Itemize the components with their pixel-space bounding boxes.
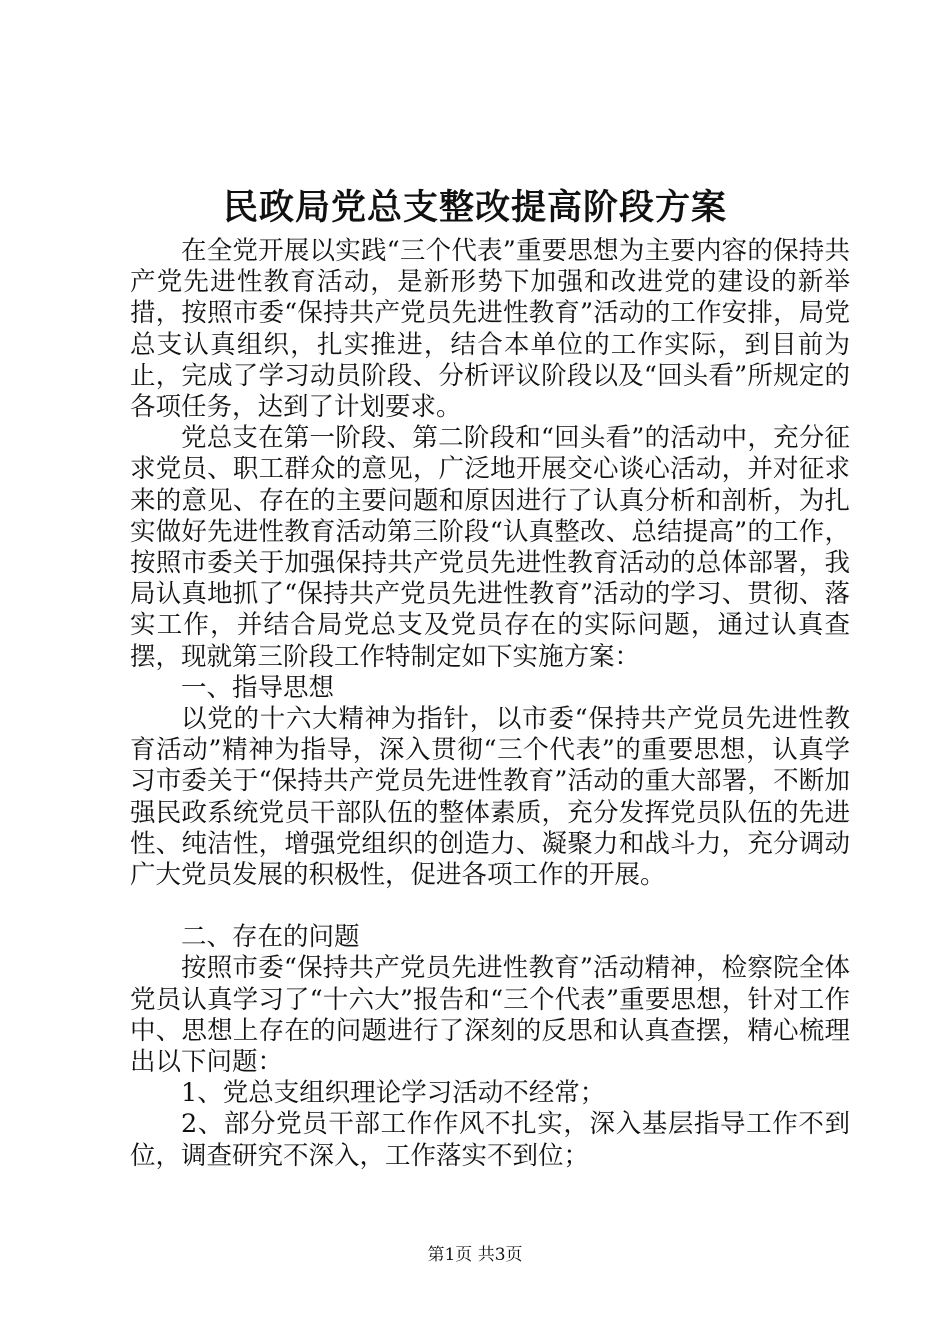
document-title: 民政局党总支整改提高阶段方案 — [222, 187, 727, 228]
section-heading-existing-problems: 二、存在的问题 — [181, 922, 360, 953]
page-number-footer: 第1页 共3页 — [427, 1245, 523, 1265]
problem-list-item-1: 1、党总支组织理论学习活动不经常； — [181, 1078, 606, 1109]
blank-line — [130, 891, 850, 922]
intro-paragraph-1: 在全党开展以实践“三个代表”重要思想为主要内容的保持共产党先进性教育活动，是新形势下加强和改进党的建设的新举措，按照市委“保持共产党员先进性教育”活动的工作安排，局党总支认真组织，扎实推进，结合本单位的工作实际，到目前为止，完成了学习动员阶段、分析评议阶段以及“回头看”所规定的各项任务，达到了计划要求。 — [130, 236, 850, 423]
section-paragraph-existing-problems: 按照市委“保持共产党员先进性教育”活动精神，检察院全体党员认真学习了“十六大”报告和“三个代表”重要思想，针对工作中、思想上存在的问题进行了深刻的反思和认真查摆，精心梳理出以下问题： — [130, 953, 850, 1078]
problem-list-item-2: 2、部分党员干部工作作风不扎实，深入基层指导工作不到位，调查研究不深入，工作落实不到位； — [130, 1109, 850, 1171]
document-body — [130, 236, 850, 1172]
intro-paragraph-2: 党总支在第一阶段、第二阶段和“回头看”的活动中，充分征求党员、职工群众的意见，广泛地开展交心谈心活动，并对征求来的意见、存在的主要问题和原因进行了认真分析和剖析，为扎实做好先进性教育活动第三阶段“认真整改、总结提高”的工作，按照市委关于加强保持共产党员先进性教育活动的总体部署，我局认真地抓了“保持共产党员先进性教育”活动的学习、贯彻、落实工作，并结合局党总支及党员存在的实际问题，通过认真查摆，现就第三阶段工作特制定如下实施方案： — [130, 423, 850, 672]
section-paragraph-guiding-ideology: 以党的十六大精神为指针，以市委“保持共产党员先进性教育活动”精神为指导，深入贯彻“三个代表”的重要思想，认真学习市委关于“保持共产党员先进性教育”活动的重大部署，不断加强民政系统党员干部队伍的整体素质，充分发挥党员队伍的先进性、纯洁性，增强党组织的创造力、凝聚力和战斗力，充分调动广大党员发展的积极性，促进各项工作的开展。 — [130, 704, 850, 891]
section-heading-guiding-ideology: 一、指导思想 — [181, 672, 335, 703]
